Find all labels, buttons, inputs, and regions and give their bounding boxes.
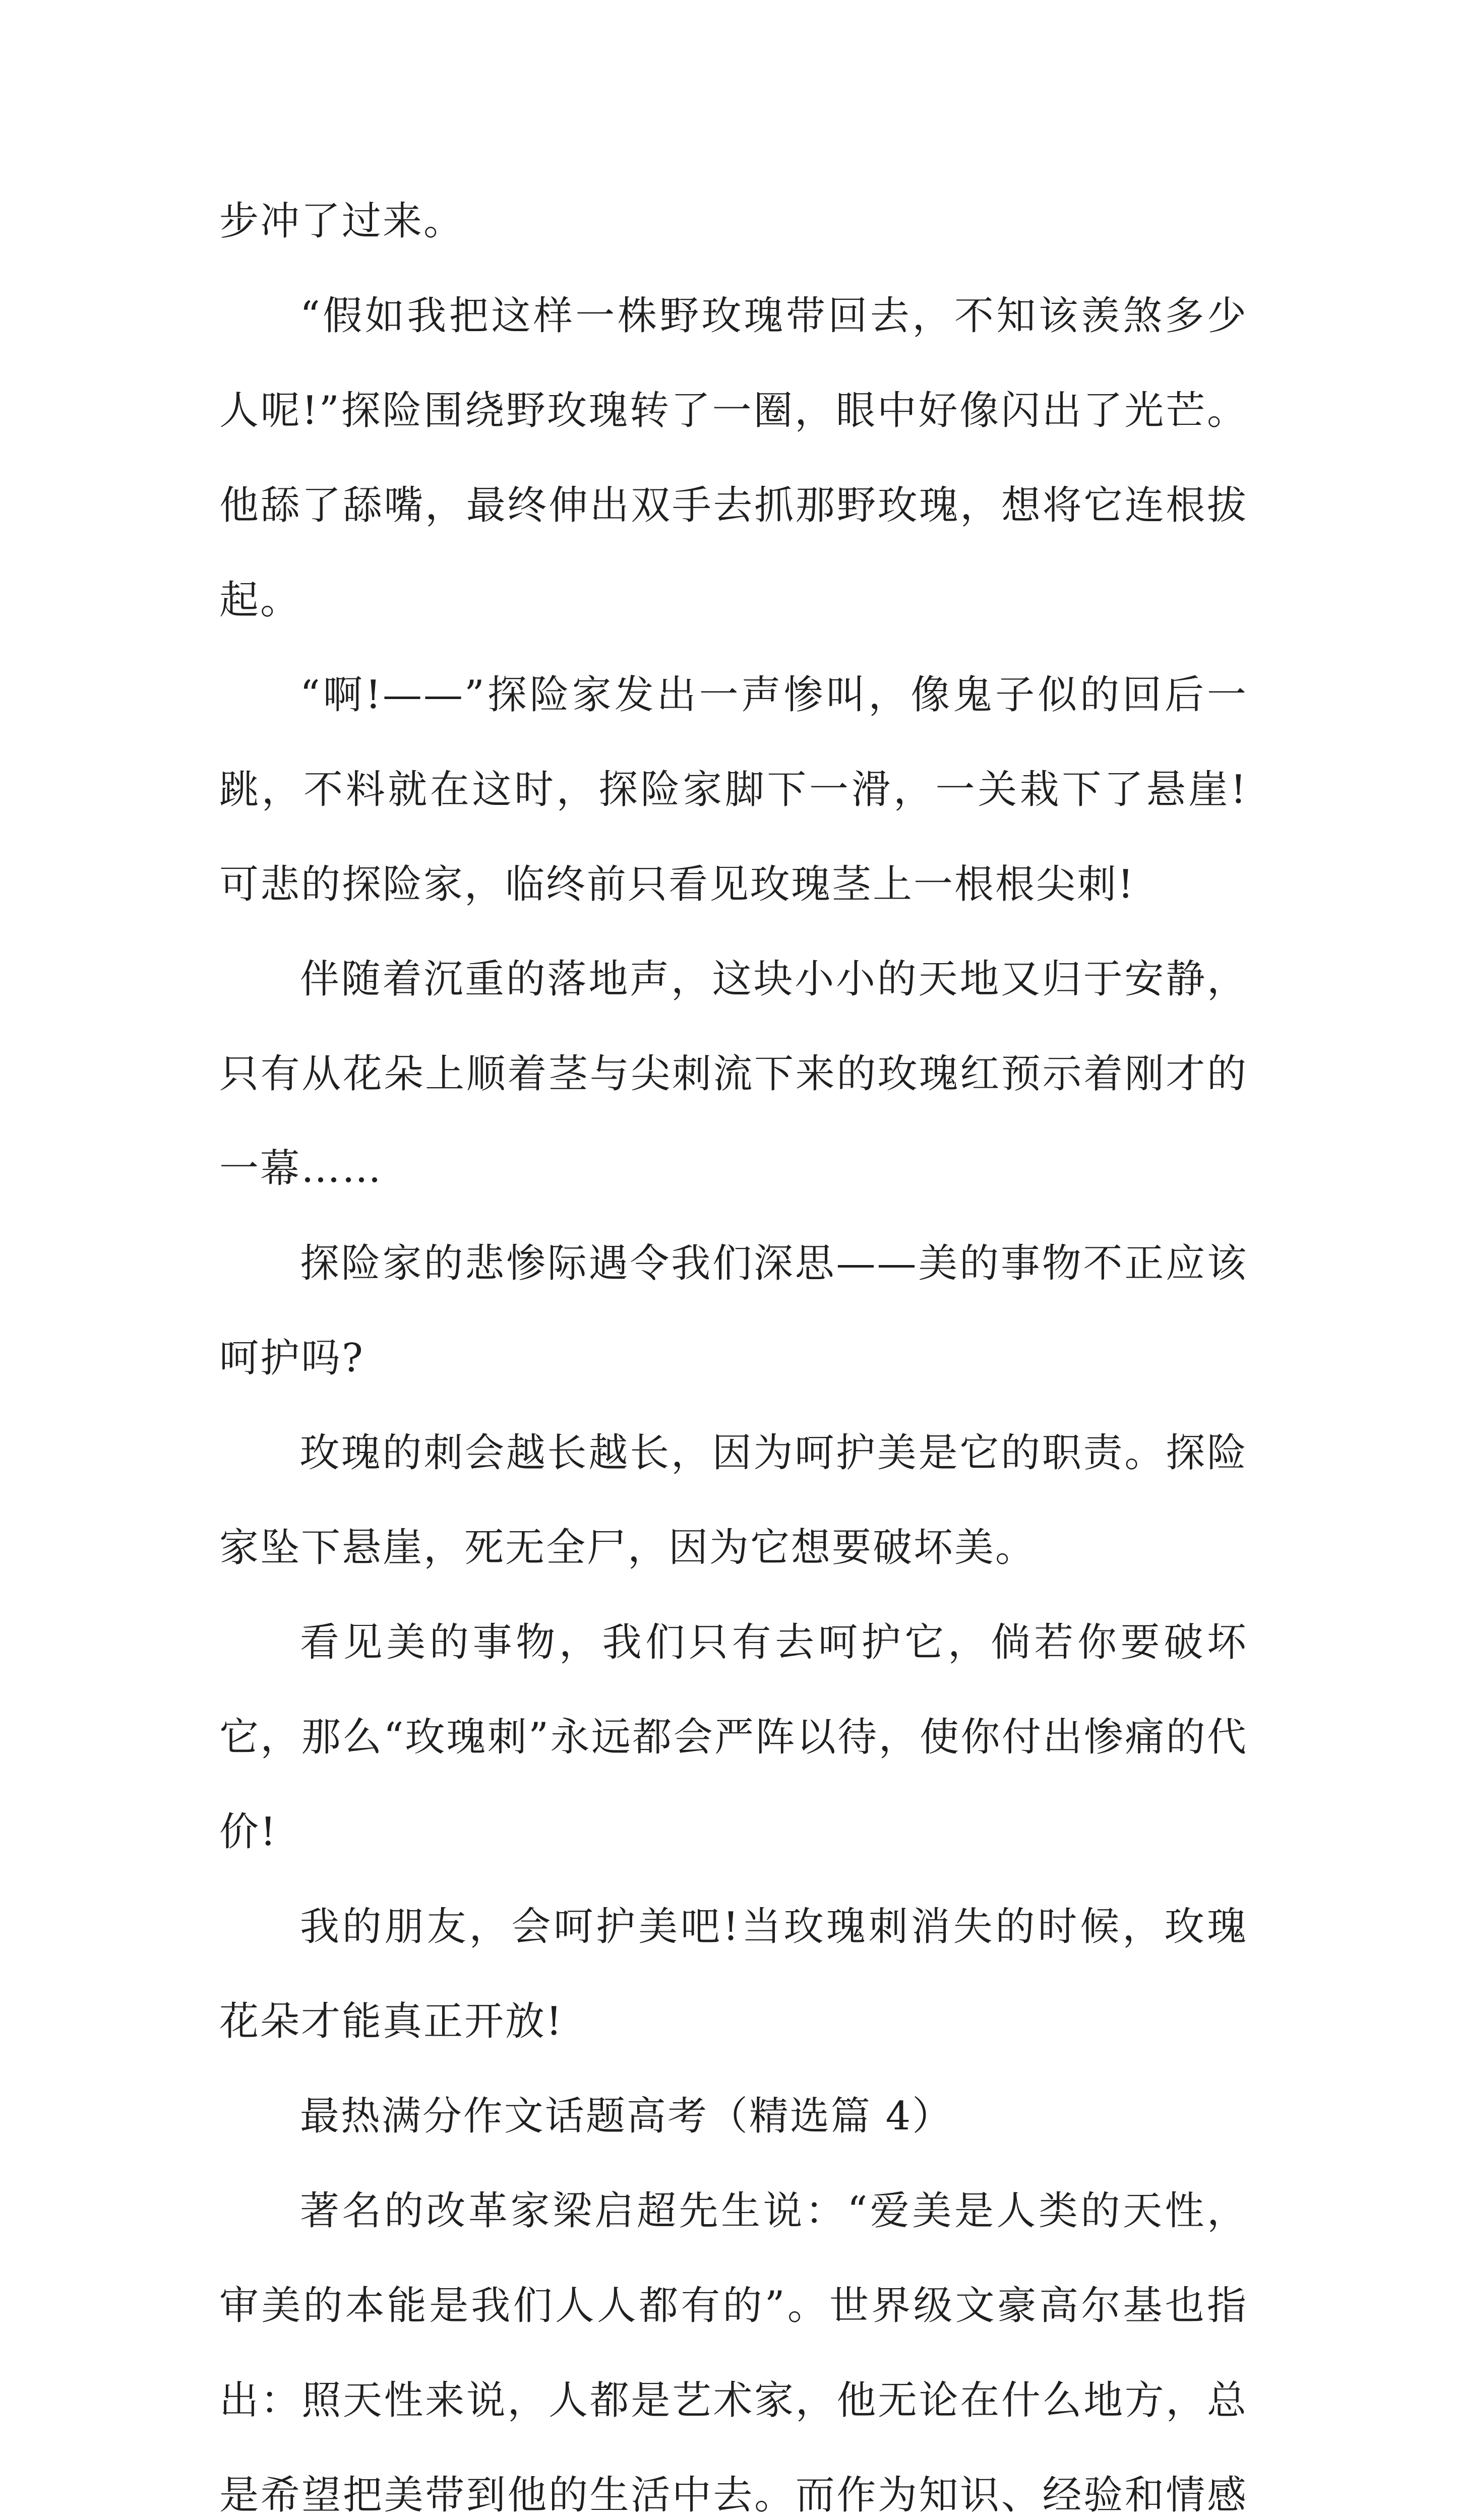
article-body	[219, 174, 1248, 2520]
paragraph-continued: 步冲了过来。	[219, 199, 465, 244]
paragraph: 我的朋友，会呵护美吧!当玫瑰刺消失的时候，玫瑰花朵才能真正开放!	[219, 1904, 1248, 2044]
paragraph: 玫瑰的刺会越长越长，因为呵护美是它的职责。探险家坠下悬崖，死无全尸，因为它想要破坏美。	[219, 1430, 1248, 1570]
paragraph: 看见美的事物，我们只有去呵护它，倘若你要破坏它，那么“玫瑰刺”永远都会严阵以待，使你付出惨痛的代价!	[219, 1620, 1248, 1855]
section-title: 最热满分作文话题高考（精选篇 4）	[299, 2094, 953, 2139]
paragraph: “假如我把这样一株野玫瑰带回去，不知该羡煞多少人呢!”探险围绕野玫瑰转了一圈，眼中好像闪出了光芒。他舔了舔嘴，最终伸出双手去抓那野玫瑰，想将它连根拔起。	[219, 293, 1248, 623]
paragraph: 探险家的悲惨际遇令我们深思——美的事物不正应该呵护吗?	[219, 1241, 1248, 1381]
paragraph: 著名的改革家梁启超先生说：“爱美是人类的天性，审美的本能是我们人人都有的”。世界级文豪高尔基也指出：照天性来说，人都是艺术家，他无论在什么地方，总是希望把美带到他的生活中去。而作为知识、经验和情感	[219, 2188, 1248, 2518]
paragraph: 伴随着沉重的落地声，这块小小的天地又归于安静，只有从花朵上顺着茎与尖刺流下来的玫瑰红预示着刚才的一幕……	[219, 957, 1248, 1191]
paragraph: “啊!——”探险家发出一声惨叫，像鬼子似的回后一跳，不料就在这时，探险家脚下一滑，一关栽下了悬崖!可悲的探险家，临终前只看见玫瑰茎上一根根尖刺!	[219, 672, 1248, 907]
